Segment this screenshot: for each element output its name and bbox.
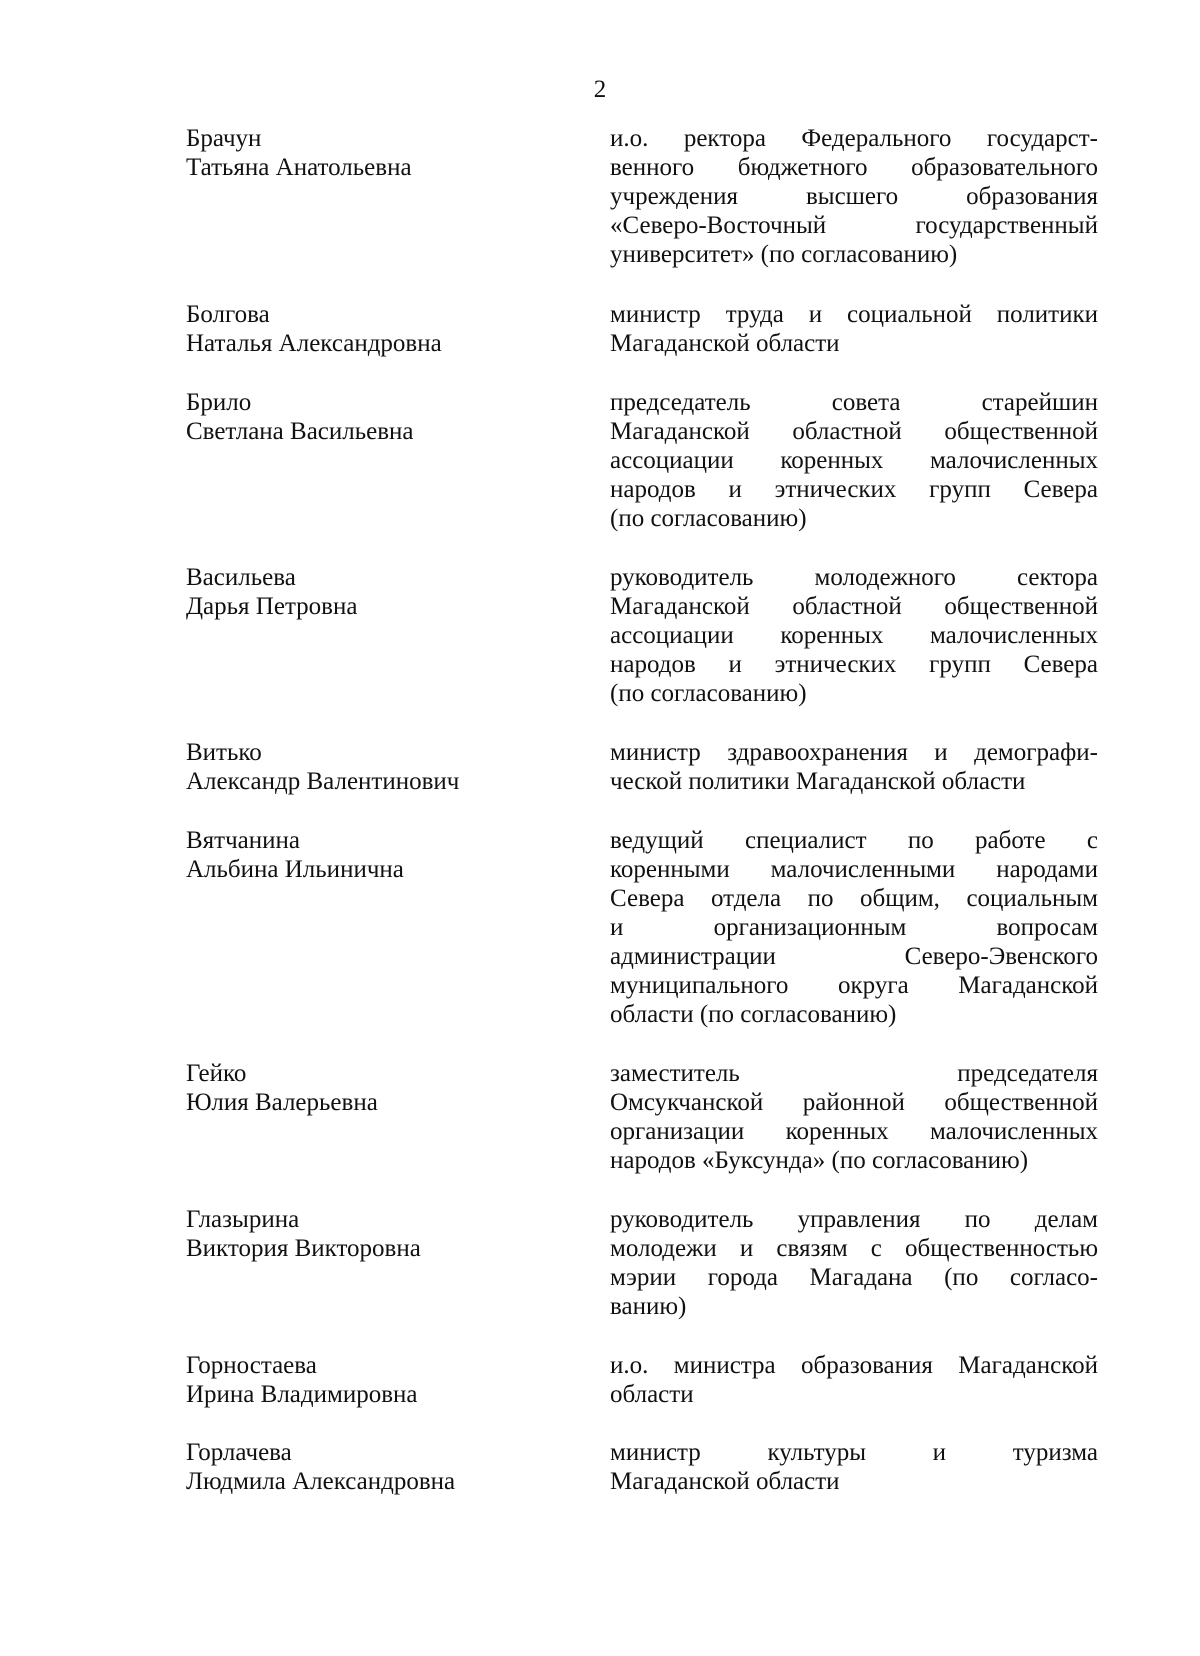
member-name <box>186 738 566 796</box>
member-given-name: Александр Валентинович <box>186 768 460 795</box>
member-given-name: Альбина Ильинична <box>186 856 404 883</box>
member-name <box>186 124 566 182</box>
position-line: области (по согласованию) <box>610 1001 897 1028</box>
position-line: учреждения высшего образования <box>610 183 1098 210</box>
member-name <box>186 1351 566 1409</box>
position-line: ассоциации коренных малочисленных <box>610 447 1098 474</box>
member-surname: Гейко <box>186 1060 247 1087</box>
position-line: руководитель молодежного сектора <box>610 564 1098 591</box>
member-name <box>186 563 566 621</box>
position-line: коренными малочисленными народами <box>610 856 1098 883</box>
member-surname: Глазырина <box>186 1206 300 1233</box>
position-line: председатель совета старейшин <box>610 389 1098 416</box>
position-line: народов и этнических групп Севера <box>610 476 1098 503</box>
member-surname: Горностаева <box>186 1352 317 1379</box>
member-surname: Витько <box>186 739 262 766</box>
position-line: и организационным вопросам <box>610 914 1098 941</box>
member-surname: Васильева <box>186 564 296 591</box>
member-position <box>610 1205 1098 1321</box>
page-number: 2 <box>593 76 607 103</box>
member-position <box>610 738 1098 796</box>
position-line: Севера отдела по общим, социальным <box>610 885 1098 912</box>
member-given-name: Людмила Александровна <box>186 1468 456 1495</box>
member-given-name: Дарья Петровна <box>186 593 358 620</box>
member-position <box>610 1059 1098 1175</box>
member-given-name: Наталья Александровна <box>186 330 442 357</box>
position-line: министр труда и социальной политики <box>610 301 1098 328</box>
position-line: ассоциации коренных малочисленных <box>610 622 1098 649</box>
member-position <box>610 124 1098 269</box>
position-line: муниципального округа Магаданской <box>610 972 1098 999</box>
member-name <box>186 1205 566 1263</box>
position-line: ванию) <box>610 1293 687 1320</box>
member-position <box>610 300 1098 358</box>
member-name <box>186 300 566 358</box>
member-position <box>610 1438 1098 1496</box>
position-line: мэрии города Магадана (по согласо- <box>610 1264 1098 1291</box>
member-name <box>186 1438 566 1496</box>
member-given-name: Юлия Валерьевна <box>186 1089 378 1116</box>
position-line: (по согласованию) <box>610 680 807 707</box>
position-line: и.о. ректора Федерального государст- <box>610 125 1098 152</box>
member-position <box>610 1351 1098 1409</box>
position-line: ческой политики Магаданской области <box>610 768 1026 795</box>
member-name <box>186 826 566 884</box>
member-given-name: Татьяна Анатольевна <box>186 154 412 181</box>
member-name <box>186 388 566 446</box>
position-line: «Северо-Восточный государственный <box>610 212 1098 239</box>
position-line: Магаданской области <box>610 330 840 357</box>
member-position <box>610 563 1098 708</box>
position-line: Магаданской области <box>610 1468 840 1495</box>
position-line: венного бюджетного образовательного <box>610 154 1098 181</box>
position-line: народов и этнических групп Севера <box>610 651 1098 678</box>
position-line: (по согласованию) <box>610 505 807 532</box>
position-line: и.о. министра образования Магаданской <box>610 1352 1098 1379</box>
position-line: администрации Северо-Эвенского <box>610 943 1098 970</box>
member-surname: Брило <box>186 389 252 416</box>
member-position <box>610 826 1098 1029</box>
member-given-name: Светлана Васильевна <box>186 418 414 445</box>
member-name <box>186 1059 566 1117</box>
member-surname: Брачун <box>186 125 262 152</box>
member-given-name: Ирина Владимировна <box>186 1381 418 1408</box>
position-line: молодежи и связям с общественностью <box>610 1235 1098 1262</box>
position-line: Омсукчанской районной общественной <box>610 1089 1098 1116</box>
position-line: ведущий специалист по работе с <box>610 827 1098 854</box>
position-line: Магаданской областной общественной <box>610 418 1098 445</box>
position-line: министр здравоохранения и демографи- <box>610 739 1098 766</box>
member-surname: Болгова <box>186 301 270 328</box>
position-line: народов «Буксунда» (по согласованию) <box>610 1147 1029 1174</box>
member-surname: Вятчанина <box>186 827 301 854</box>
position-line: министр культуры и туризма <box>610 1439 1098 1466</box>
member-given-name: Виктория Викторовна <box>186 1235 421 1262</box>
position-line: организации коренных малочисленных <box>610 1118 1098 1145</box>
position-line: заместитель председателя <box>610 1060 1098 1087</box>
member-surname: Горлачева <box>186 1439 292 1466</box>
member-position <box>610 388 1098 533</box>
position-line: руководитель управления по делам <box>610 1206 1098 1233</box>
position-line: области <box>610 1381 694 1408</box>
position-line: университет» (по согласованию) <box>610 241 958 268</box>
position-line: Магаданской областной общественной <box>610 593 1098 620</box>
